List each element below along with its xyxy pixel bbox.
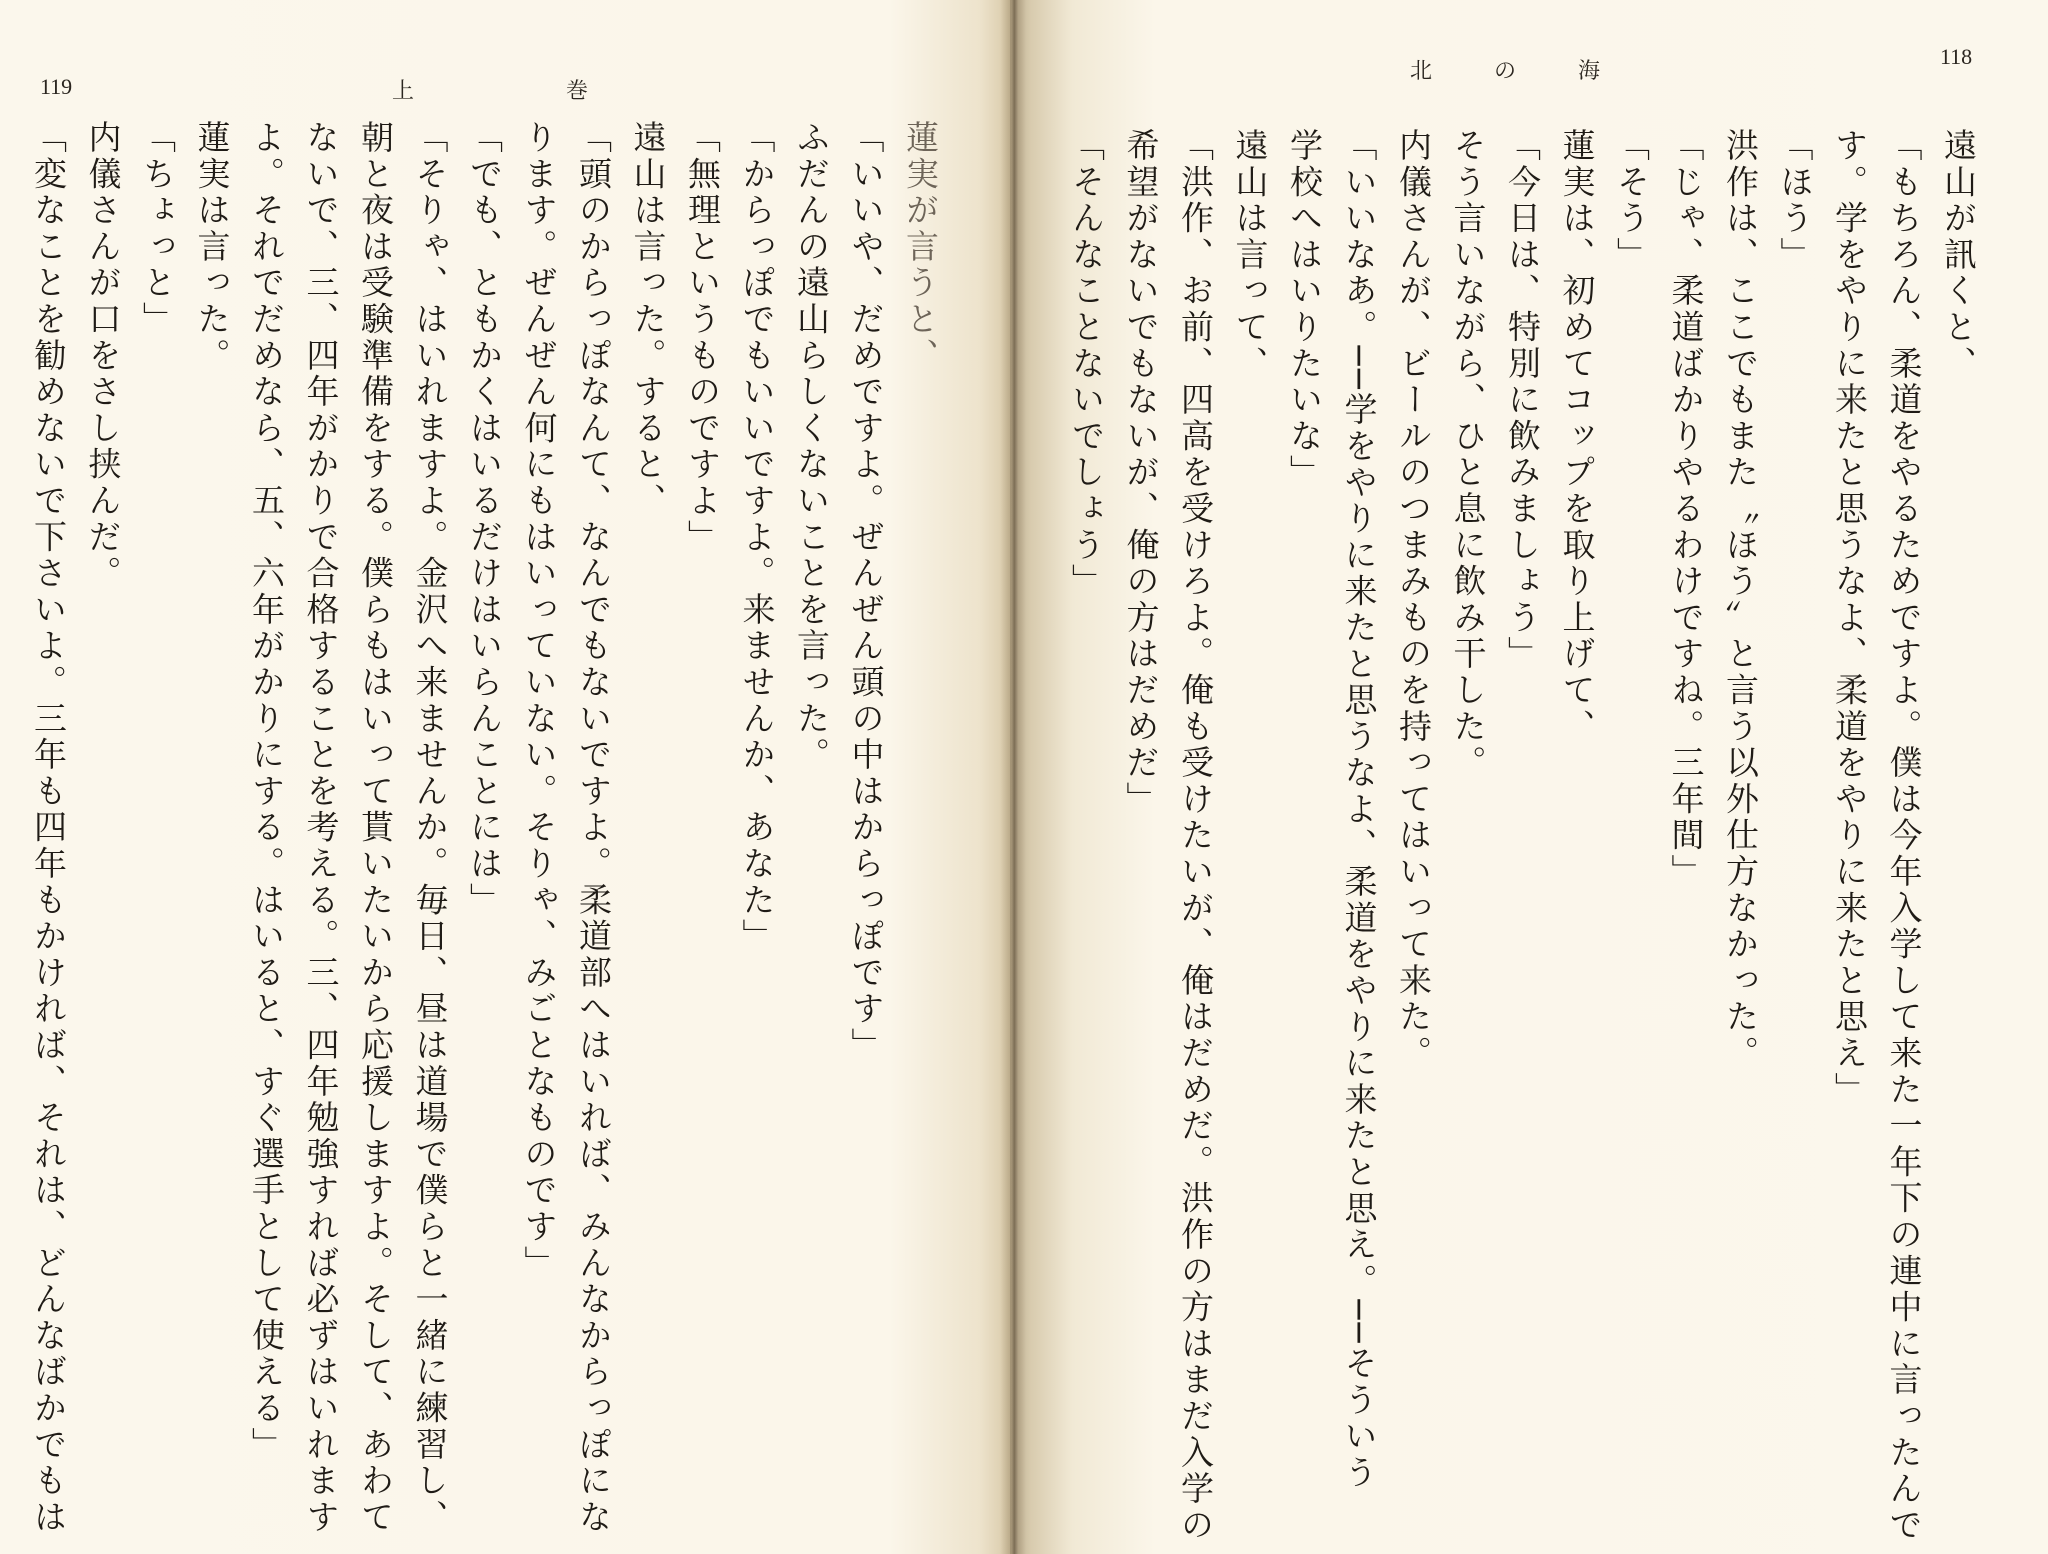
header-char-kita: 北 [1410,59,1435,84]
header-char-kan: 巻 [566,79,591,104]
text-line: 「そう」 [1612,128,1651,274]
text-line: 「いいなあ。──学をやりに来たと思うなよ、柔道をやりに来たと思え。──そういう [1339,128,1379,1492]
left-page-body [29,120,947,1540]
text-line: 「じゃ、柔道ばかりやるわけですね。三年間」 [1666,128,1706,891]
text-line: ないで、三、四年がかりで合格することを考える。三、四年勉強すれば必ずはいれます [301,120,341,1536]
text-line: 「頭のからっぽなんて、なんでもないですよ。柔道部へはいれば、みんなからっぽにな [574,120,613,1536]
text-line: 「洪作、お前、四高を受けろよ。俺も受けたいが、俺はだめだ。洪作の方はまだ入学の [1176,128,1215,1544]
text-line: 朝と夜は受験準備をする。僕らもはいって貰いたいから応援しますよ。そして、あわて [356,120,395,1536]
text-line: 蓮実は、初めてコップを取り上げて、 [1557,128,1597,746]
text-line: 遠山は言って、 [1230,128,1270,383]
left-page [0,0,1010,1554]
text-line: 蓮実が言うと、 [901,120,940,375]
header-char-no: の [1494,59,1519,84]
text-line: ふだんの遠山らしくないことを言った。 [792,120,831,774]
text-line: 「もちろん、柔道をやるためですよ。僕は今年入学して来た一年下の連中に言ったんで [1884,128,1924,1544]
text-line: 遠山は言った。すると、 [628,120,668,520]
page-number-118: 118 [1940,44,1973,69]
page-number-119: 119 [40,74,73,99]
text-line: 学校へはいりたいな」 [1285,128,1324,491]
text-line: 「無理というものですよ」 [683,120,722,556]
text-line: 「いいや、だめですよ。ぜんぜん頭の中はからっぽです」 [846,120,886,1064]
running-header-right [1410,54,1602,85]
text-line: 内儀さんが、ビールのつまみものを持ってはいって来た。 [1394,128,1433,1072]
text-line: 内儀さんが口をさし挟んだ。 [83,120,123,592]
header-char-umi: 海 [1578,59,1603,84]
text-line: 「からっぽでもいいですよ。来ませんか、あなた」 [737,120,777,955]
text-line: 希望がないでもないが、俺の方はだめだ」 [1121,128,1161,818]
text-line: そう言いながら、ひと息に飲み干した。 [1448,128,1488,782]
running-header-left [392,74,590,105]
text-line: 洪作は、ここでもまた〝ほう〟と言う以外仕方なかった。 [1721,128,1760,1072]
text-line: 「でも、ともかくはいるだけはいらんことには」 [465,120,504,919]
header-char-jou: 上 [392,79,417,104]
text-line: ります。ぜんぜん何にもはいっていない。そりゃ、みごとなものです」 [519,120,559,1282]
text-line: 「変なことを勧めないで下さいよ。三年も四年もかければ、それは、どんなばかでもは [29,120,68,1536]
text-line: よ。それでだめなら、五、六年がかりにする。はいると、すぐ選手として使える」 [247,120,286,1464]
text-line: 「ほう」 [1775,128,1815,274]
text-line: 「ちょっと」 [138,120,177,338]
text-line: 蓮実は言った。 [192,120,232,375]
text-line: 「そんなことないでしょう」 [1067,128,1106,600]
right-page-body [1067,128,1985,1548]
text-line: 「今日は、特別に飲みましょう」 [1503,128,1542,673]
text-line: 「そりゃ、はいれますよ。金沢へ来ませんか。毎日、昼は道場で僕らと一緒に練習し、 [410,120,450,1536]
text-line: す。学をやりに来たと思うなよ、柔道をやりに来たと思え」 [1830,128,1869,1109]
text-line: 遠山が訊くと、 [1939,128,1978,383]
book-gutter [1000,0,1026,1554]
